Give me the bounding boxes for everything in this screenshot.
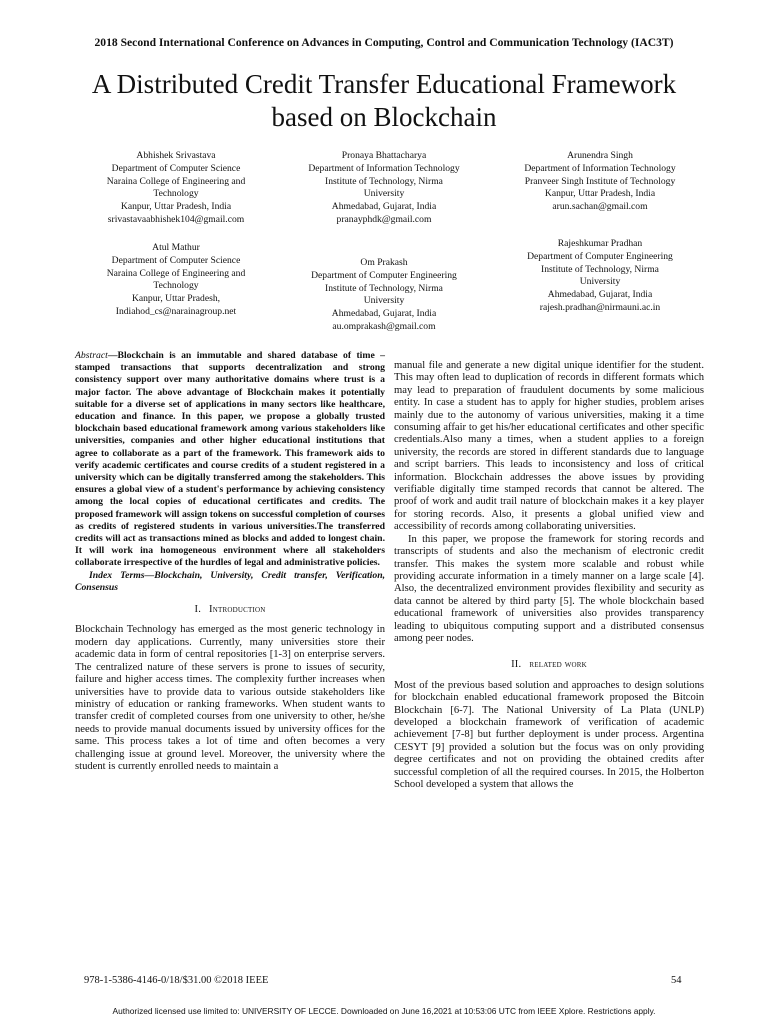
- author-affil: Naraina College of Engineering and: [106, 267, 246, 279]
- section-heading-introduction: I. Introduction: [194, 604, 266, 616]
- author-affil: Department of Computer Engineering: [527, 250, 673, 262]
- author-block-6: [490, 238, 710, 315]
- abstract-text: —Blockchain is an immutable and shared database of time –stamped transactions that supports decentralization and strong consistency support over many authoritative domains where trust is a major factor. The above advantage of Blockchain makes it potentially suitable for a diverse set of applications in many sectors like healthcare, education and finance. In this paper, we propose a globally trusted blockchain based educational framework among various stakeholders like universities, companies and other higher educational institutions that agree to collaborate as a part of the framework. This framework aids to verify academic certificates and course credits of a student registered in a university which can be digitally transferred among the stakeholders. This ensures a global view of a student's performance by achieving consistency among the local copies of educational certificates and credits. The proposed framework will assign tokens on successful completion of courses as credits of registered students in various universities.The transferred credits will act as transactions mined as blocks and added to longest chain. It will work ina homogeneous environment where all stakeholders collaborate irrespective of the hurdles of legal and administrative policies.: [75, 350, 385, 569]
- author-email[interactable]: pranayphdk@gmail.com: [336, 213, 432, 225]
- author-name: Pronaya Bhattacharya: [341, 150, 427, 161]
- author-affil: University: [579, 276, 621, 288]
- author-block-2: [274, 150, 494, 227]
- body-paragraph: manual file and generate a new digital unique identifier for the student. This may often lead to duplication of records in different formats which may lead to preparation of fraudulent documents by some malicious entity. In case a student has to apply for higher studies, problem arises mainly due to the autonomy of various universities, making it a time consuming affair to get his/her educational certificates and other specific credentials.Also many a times, when a student applies to a foreign university, the records are stored in different standards due to language and script barriers. This leads to inconsistency and loss of critical information. Blockchain addresses the above issues by providing verifiable digitally time stamped records that cannot be altered. The proof of work and audit trail nature of blockchain makes it a key player for storing records. Also, it presents a global unified view and accessibility of records among collaborating universities.: [394, 360, 704, 533]
- section-heading-related-work: II. related work: [511, 659, 587, 671]
- author-affil: University: [363, 295, 405, 307]
- author-block-5: [274, 257, 494, 334]
- author-email[interactable]: au.omprakash@gmail.com: [332, 320, 436, 332]
- author-affil: University: [363, 188, 405, 200]
- related-work-paragraph: Most of the previous based solution and approaches to design solutions for blockchain enabled educational framework proposed the Bitcoin Blockchain [6-7]. The National University of La Plata (UNLP) developed a blockchain framework of verification of academic achievement [7-8] but further deployment is under process. Argentina CESYT [9] provided a solution but the focus was on only providing degree certificates and not on providing the obtained credits after successful completion of all the required courses. In 2015, the Holberton School developed a system that allows the: [394, 679, 704, 790]
- author-affil: Ahmedabad, Gujarat, India: [547, 289, 653, 301]
- paper-title: [40, 68, 728, 134]
- index-terms: Index Terms—Blockchain, University, Credit transfer, Verification, Consensus: [75, 569, 385, 593]
- license-notice: Authorized licensed use limited to: UNIVERSITY OF LECCE. Downloaded on June 16,2021 at 10:53:06 UTC from IEEE Xplore. Restrictions apply.: [112, 1006, 656, 1016]
- author-affil: Institute of Technology, Nirma: [325, 175, 443, 187]
- author-affil: Technology: [153, 280, 199, 292]
- author-email[interactable]: Indiahod_cs@narainagroup.net: [115, 305, 237, 317]
- author-name: Arunendra Singh: [567, 150, 633, 161]
- right-column: [394, 360, 704, 791]
- author-affil: Department of Computer Engineering: [311, 269, 457, 281]
- copyright-footer: 978-1-5386-4146-0/18/$31.00 ©2018 IEEE: [84, 975, 269, 986]
- page-number: 54: [671, 975, 682, 986]
- author-affil: Department of Computer Science: [111, 254, 241, 266]
- left-column: [75, 350, 385, 773]
- author-affil: Institute of Technology, Nirma: [325, 282, 443, 294]
- author-block-4: [66, 242, 286, 319]
- author-affil: Kanpur, Uttar Pradesh,: [131, 293, 221, 305]
- author-affil: Kanpur, Uttar Pradesh, India: [544, 188, 656, 200]
- author-affil: Institute of Technology, Nirma: [541, 263, 659, 275]
- abstract-label: Abstract: [75, 350, 108, 361]
- author-affil: Ahmedabad, Gujarat, India: [331, 201, 437, 213]
- author-name: Rajeshkumar Pradhan: [557, 238, 643, 249]
- author-affil: Department of Information Technology: [524, 162, 676, 174]
- introduction-paragraph: Blockchain Technology has emerged as the most generic technology in modern day applications. Currently, many universities store their academic data in form of central repositories [1-3] on enterprise servers. The centralized nature of these servers is prone to issues of security, failure and higher access times. The complexity further increases when universities have to provide data to various outside stakeholders like ministry of education or ranking frameworks. When student wants to transfer credit of completed courses from one university to other, he/she needs to provide manual documents issued by university offices for the same. This process takes a lot of time and often becomes a very challenging issue at ground level. Moreover, the university where the student is currently enrolled needs to maintain a: [75, 624, 385, 772]
- body-paragraph: In this paper, we propose the framework for storing records and transcripts of students and also the mechanism of electronic credit transfer. This makes the system more scalable and robust while providing accurate information in a timely manner on a large scale [4]. Also, the decentralized environment provides flexibility and security as data cannot be altered by third party [5]. The whole blockchain based educational framework of universities also provides transparency leading to ubiquitous computing support and a distributed consensus among peer nodes.: [394, 533, 704, 644]
- author-email[interactable]: srivastavaabhishek104@gmail.com: [107, 213, 245, 225]
- author-name: Atul Mathur: [152, 242, 200, 253]
- author-affil: Kanpur, Uttar Pradesh, India: [120, 201, 232, 213]
- author-name: Om Prakash: [360, 257, 408, 268]
- title-line-2: based on Blockchain: [271, 102, 497, 132]
- author-email[interactable]: arun.sachan@gmail.com: [552, 201, 648, 213]
- author-affil: Department of Information Technology: [308, 162, 460, 174]
- author-affil: Pranveer Singh Institute of Technology: [524, 175, 676, 187]
- author-affil: Naraina College of Engineering and: [106, 175, 246, 187]
- conference-header: 2018 Second International Conference on Advances in Computing, Control and Communication Technology (IAC3T): [94, 36, 674, 49]
- title-line-1: A Distributed Credit Transfer Educational Framework: [91, 69, 677, 99]
- author-affil: Technology: [153, 188, 199, 200]
- author-block-3: [490, 150, 710, 214]
- author-block-1: [66, 150, 286, 227]
- author-email[interactable]: rajesh.pradhan@nirmauni.ac.in: [539, 301, 661, 313]
- author-name: Abhishek Srivastava: [136, 150, 216, 161]
- author-affil: Ahmedabad, Gujarat, India: [331, 308, 437, 320]
- abstract: [75, 350, 385, 570]
- author-affil: Department of Computer Science: [111, 162, 241, 174]
